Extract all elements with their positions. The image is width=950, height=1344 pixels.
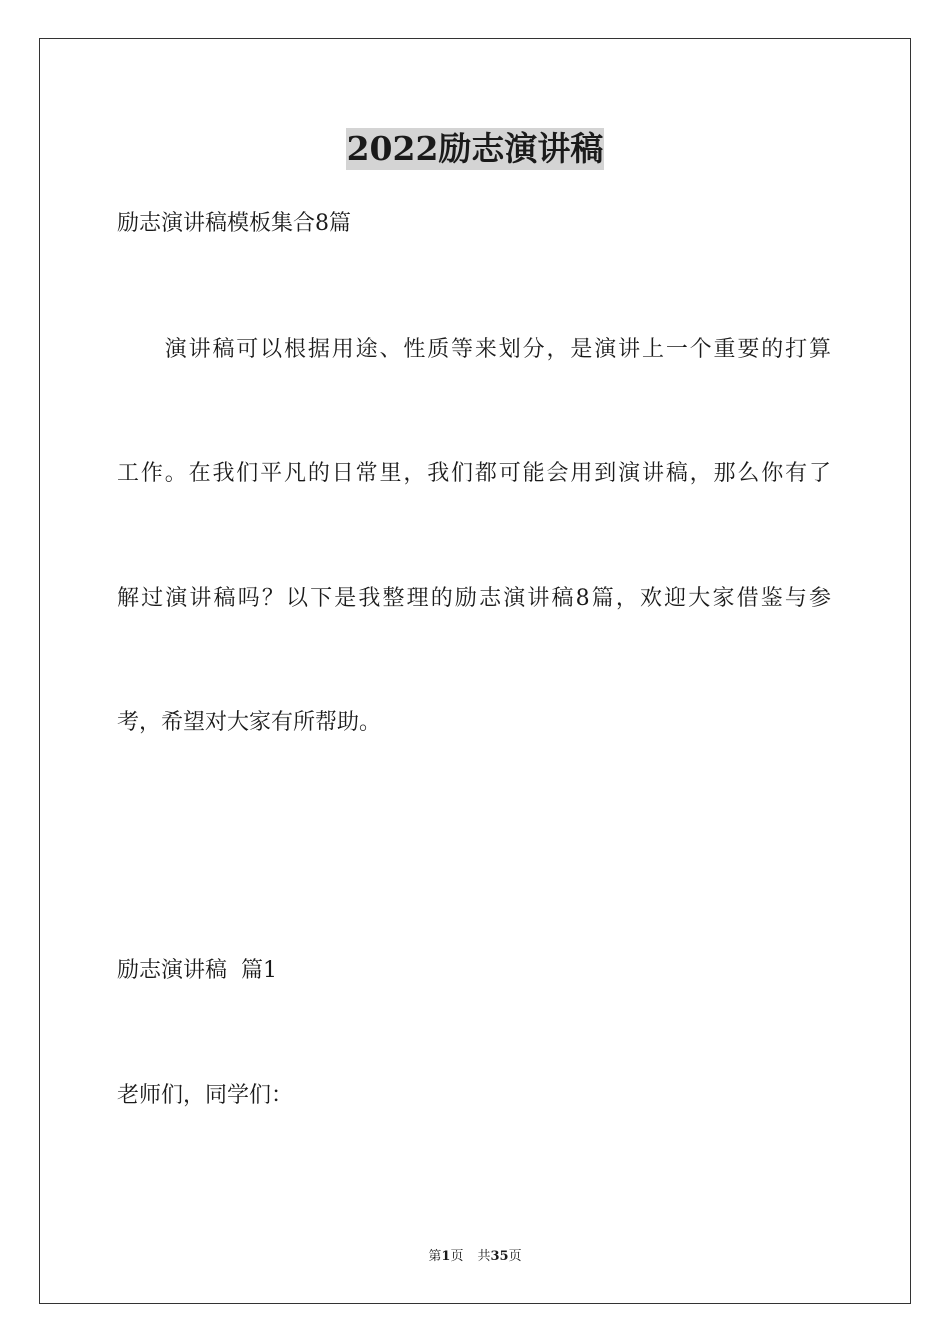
footer-total-suffix: 页: [508, 1249, 522, 1264]
footer-page-number: 1: [441, 1249, 451, 1264]
title-container: [0, 128, 950, 170]
document-title: 2022励志演讲稿: [346, 129, 604, 168]
footer-page-suffix: 页: [450, 1249, 464, 1264]
section-heading: 励志演讲稿 篇1: [117, 958, 277, 983]
intro-line-1: 演讲稿可以根据用途、性质等来划分，是演讲上一个重要的打算: [117, 337, 831, 362]
footer-page-prefix: 第: [428, 1249, 442, 1264]
intro-line-4: 考，希望对大家有所帮助。: [117, 710, 382, 735]
page-footer: [0, 1248, 950, 1266]
intro-line-2: 工作。在我们平凡的日常里，我们都可能会用到演讲稿，那么你有了: [117, 461, 831, 486]
footer-total-pages: 35: [490, 1249, 509, 1264]
document-subtitle: 励志演讲稿模板集合8篇: [117, 211, 351, 236]
salutation: 老师们，同学们：: [117, 1083, 294, 1108]
intro-line-3: 解过演讲稿吗？以下是我整理的励志演讲稿8篇，欢迎大家借鉴与参: [117, 586, 831, 611]
footer-total-prefix: 共: [477, 1249, 491, 1264]
